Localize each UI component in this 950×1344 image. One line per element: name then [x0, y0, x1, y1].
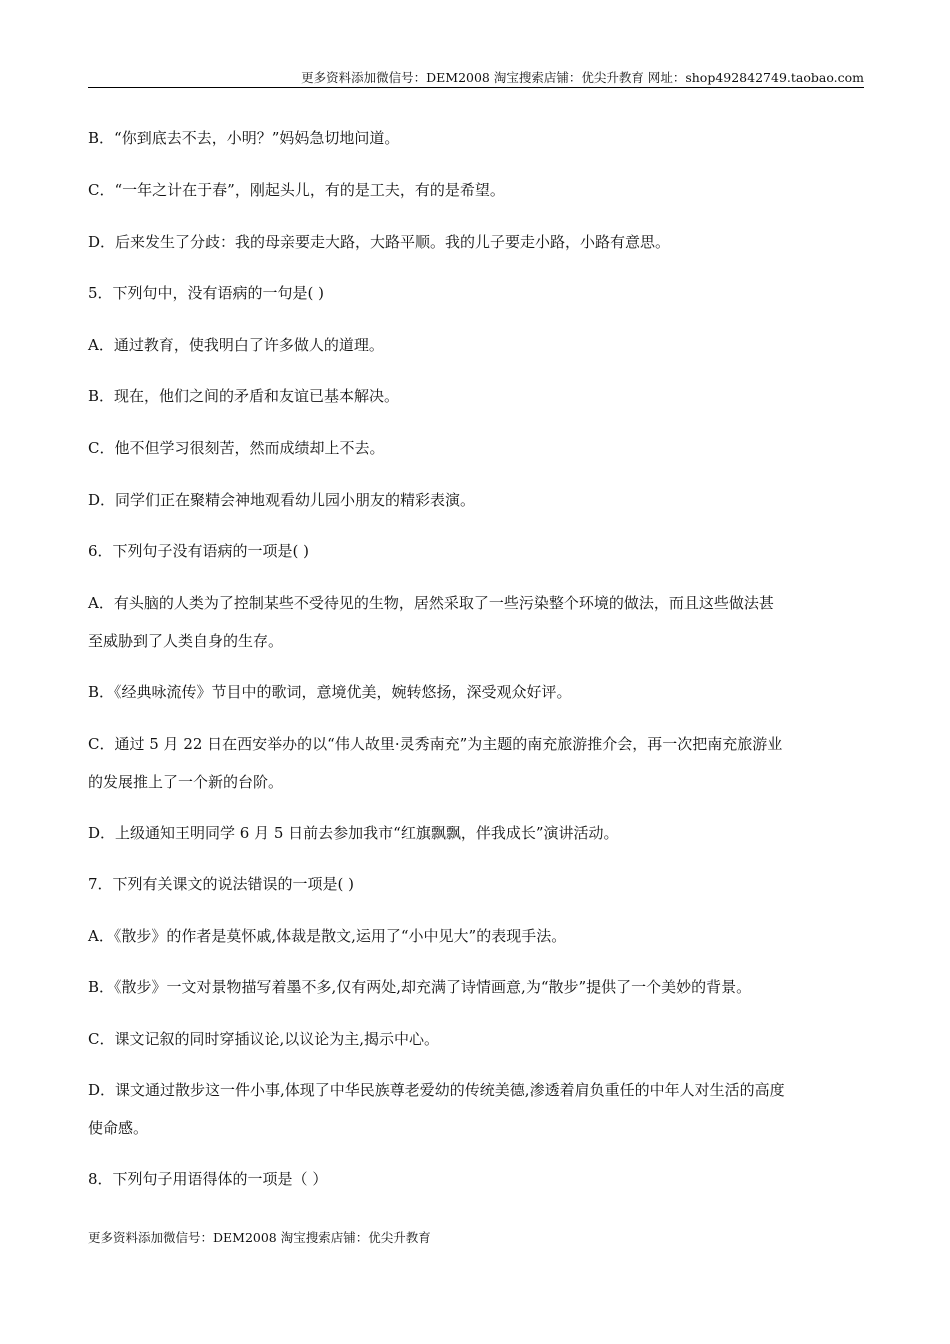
- q5-stem: 5．下列句中，没有语病的一句是( ): [88, 284, 325, 302]
- q4-option-d: D．后来发生了分歧：我的母亲要走大路，大路平顺。我的儿子要走小路，小路有意思。: [88, 233, 671, 251]
- q4-option-c: C．“一年之计在于春”，刚起头儿，有的是工夫，有的是希望。: [88, 181, 505, 199]
- q4-option-b: B．“你到底去不去，小明？”妈妈急切地问道。: [88, 129, 400, 147]
- q6-option-d: D．上级通知王明同学 6 月 5 日前去参加我市“红旗飘飘，伴我成长”演讲活动。: [88, 824, 619, 842]
- q7-option-b: B．《散步》一文对景物描写着墨不多,仅有两处,却充满了诗情画意,为“散步”提供了一个美妙的背景。: [88, 978, 752, 996]
- q5-option-a: A．通过教育，使我明白了许多做人的道理。: [88, 336, 384, 354]
- q5-option-c: C．他不但学习很刻苦，然而成绩却上不去。: [88, 439, 385, 457]
- q8-stem: 8．下列句子用语得体的一项是（ ）: [88, 1170, 328, 1188]
- q6-option-a-line2: 至威胁到了人类自身的生存。: [88, 632, 284, 650]
- header-text: 更多资料添加微信号：DEM2008 淘宝搜索店铺：优尖升教育 网址：shop492842749.taobao.com: [301, 70, 864, 85]
- q7-option-d-line2: 使命感。: [88, 1119, 149, 1137]
- q6-option-a-line1: A．有头脑的人类为了控制某些不受待见的生物，居然采取了一些污染整个环境的做法，而且这些做法甚: [88, 594, 774, 612]
- q6-option-c-line1: C．通过 5 月 22 日在西安举办的以“伟人故里·灵秀南充”为主题的南充旅游推介会，再一次把南充旅游业: [88, 735, 783, 753]
- q6-stem: 6．下列句子没有语病的一项是( ): [88, 542, 310, 560]
- page-footer: 更多资料添加微信号：DEM2008 淘宝搜索店铺：优尖升教育: [88, 1230, 431, 1245]
- q5-option-d: D．同学们正在聚精会神地观看幼儿园小朋友的精彩表演。: [88, 491, 476, 509]
- q7-option-a: A．《散步》的作者是莫怀戚,体裁是散文,运用了“小中见大”的表现手法。: [88, 927, 567, 945]
- q5-option-b: B．现在，他们之间的矛盾和友谊已基本解决。: [88, 387, 400, 405]
- page-header: [88, 62, 864, 88]
- q7-option-d-line1: D．课文通过散步这一件小事,体现了中华民族尊老爱幼的传统美德,渗透着肩负重任的中年人对生活的高度: [88, 1081, 785, 1099]
- q6-option-c-line2: 的发展推上了一个新的台阶。: [88, 773, 284, 791]
- q7-option-c: C．课文记叙的同时穿插议论,以议论为主,揭示中心。: [88, 1030, 440, 1048]
- q6-option-b: B．《经典咏流传》节目中的歌词，意境优美，婉转悠扬，深受观众好评。: [88, 683, 572, 701]
- q7-stem: 7．下列有关课文的说法错误的一项是( ): [88, 875, 355, 893]
